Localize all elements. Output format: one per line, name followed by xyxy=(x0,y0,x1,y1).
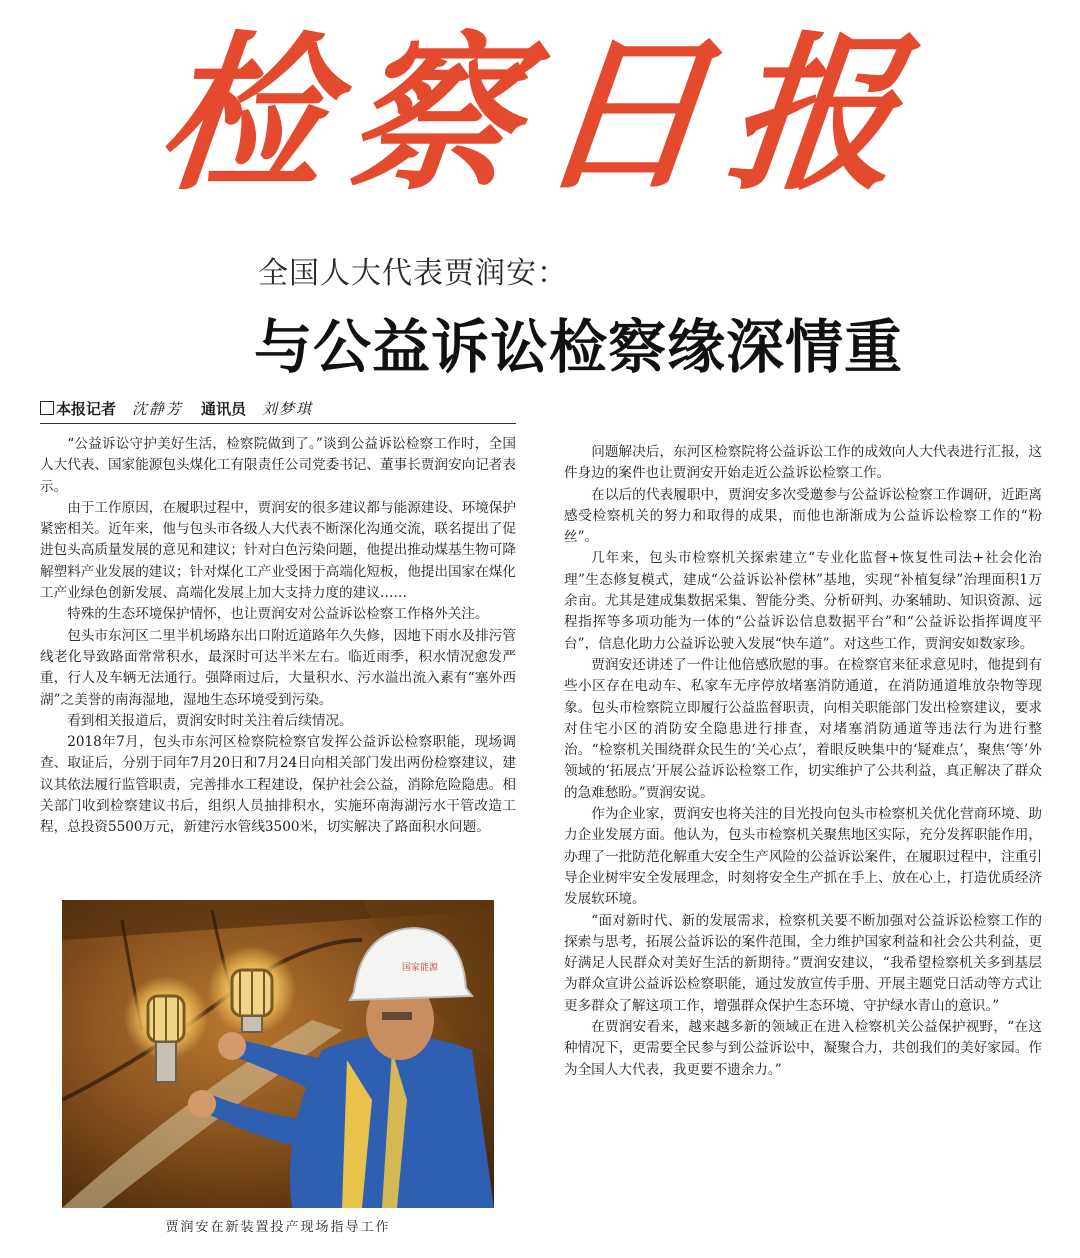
article-subtitle: 全国人大代表贾润安： xyxy=(258,256,568,291)
byline-name-correspondent: 刘梦琪 xyxy=(262,400,314,418)
photo-illustration xyxy=(62,900,494,1208)
news-photo xyxy=(62,900,494,1208)
lamp-right xyxy=(208,946,296,1034)
paragraph: 2018年7月，包头市东河区检察院检察官发挥公益诉讼检察职能，现场调查、取证后，分别于同年7月20日和7月24日向相关部门发出两份检察建议，建议其依法履行监管职责，完善排水工程建设，保护社会公益，消除危险隐患。相关部门收到检察建议书后，组织人员抽排积水，实施环南海湖污水干管改造工程，总投资5500万元，新建污水管线3500米，切实解决了路面积水问题。 xyxy=(40,734,516,836)
masthead-title: 检察日报 xyxy=(149,15,931,213)
byline-name-reporter: 沈静芳 xyxy=(132,400,184,418)
masthead xyxy=(149,14,931,214)
byline-role-correspondent: 通讯员 xyxy=(201,400,247,418)
article-column-left xyxy=(40,434,516,839)
photo-caption: 贾润安在新装置投产现场指导工作 xyxy=(165,1220,391,1235)
paragraph: 由于工作原因，在履职过程中，贾润安的很多建议都与能源建设、环境保护紧密相关。近年来，他与包头市各级人大代表不断深化沟通交流，联名提出了促进包头高质量发展的意见和建议；针对白色污染问题，他提出推动煤基生物可降解塑料产业发展的建议；针对煤化工产业受困于高端化短板，他提出国家在煤化工产业绿色创新发展、高端化发展上加大支持力度的建议…… xyxy=(40,499,516,602)
byline-role-reporter: 本报记者 xyxy=(56,400,117,418)
byline xyxy=(40,398,516,424)
paragraph: 包头市东河区二里半机场路东出口附近道路年久失修，因地下雨水及排污管线老化导致路面常常积水，最深时可达半米左右。临近雨季，积水情况愈发严重，行人及车辆无法通行。强降雨过后，大量积水、污水溢出流入素有“塞外西湖”之美誉的南海湿地，湿地生态环境受到污染。 xyxy=(40,627,516,708)
paragraph: 在贾润安看来，越来越多新的领域正在进入检察机关公益保护视野，“在这种情况下，更需要全民参与到公益诉讼中，凝聚合力，共创我们的美好家园。作为全国人大代表，我更要不遗余力。” xyxy=(564,1019,1042,1078)
paragraph: “面对新时代、新的发展需求，检察机关要不断加强对公益诉讼检察工作的探索与思考，拓展公益诉讼的案件范围，全力维护国家利益和社会公共利益，更好满足人民群众对美好生活的新期待。”贾润安建议，“我希望检察机关多到基层为群众宣讲公益诉讼检察职能，通过发放宣传手册、开展主题党日活动等方式让更多群众了解这项工作，增强群众保护生态环境、守护绿水青山的意识。” xyxy=(564,912,1042,1014)
byline-box-icon xyxy=(40,401,54,415)
article-column-right xyxy=(564,442,1042,1081)
paragraph: 作为企业家，贾润安也将关注的目光投向包头市检察机关优化营商环境、助力企业发展方面。他认为，包头市检察机关聚焦地区实际，充分发挥职能作用，办理了一批防范化解重大安全生产风险的公益诉讼案件，在履职过程中，注重引导企业树牢安全发展理念，时刻将安全生产抓在手上、放在心上，打造优质经济发展软环境。 xyxy=(564,806,1042,908)
paragraph: 看到相关报道后，贾润安时时关注着后续情况。 xyxy=(67,712,353,729)
paragraph: 特殊的生态环境保护情怀，也让贾润安对公益诉讼检察工作格外关注。 xyxy=(67,606,489,623)
lamp-left xyxy=(124,976,208,1082)
paragraph: 贾润安还讲述了一件让他倍感欣慰的事。在检察官来征求意见时，他提到有些小区存在电动车、私家车无序停放堵塞消防通道，在消防通道堆放杂物等现象。包头市检察院立即履行公益监督职责，向相关职能部门发出检察建议，要求对住宅小区的消防安全隐患进行排查，对堵塞消防通道等违法行为进行整治。“检察机关围绕群众民生的‘关心点’，着眼反映集中的‘疑难点’，聚焦‘等’外领域的‘拓展点’开展公益诉讼检察工作，切实维护了公共利益，真正解决了群众的急难愁盼。”贾润安说。 xyxy=(564,656,1042,801)
helmet-label: 国家能源 xyxy=(402,963,439,973)
paragraph: “公益诉讼守护美好生活，检察院做到了。”谈到公益诉讼检察工作时，全国人大代表、国家能源包头煤化工有限责任公司党委书记、董事长贾润安向记者表示。 xyxy=(40,436,516,495)
paragraph: 在以后的代表履职中，贾润安多次受邀参与公益诉讼检察工作调研，近距离感受检察机关的努力和取得的成果，而他也渐渐成为公益诉讼检察工作的“粉丝”。 xyxy=(564,486,1042,546)
article-headline: 与公益诉讼检察缘深情重 xyxy=(254,313,904,381)
paragraph: 问题解决后，东河区检察院将公益诉讼工作的成效向人大代表进行汇报，这件身边的案件也让贾润安开始走近公益诉讼检察工作。 xyxy=(564,444,1042,482)
paragraph: 几年来，包头市检察机关探索建立“专业化监督+恢复性司法+社会化治理”生态修复模式，建成“公益诉讼补偿林”基地，实现“补植复绿”治理面积1万余亩。尤其是建成集数据采集、智能分类、分析研判、办案辅助、知识资源、远程指挥等多项功能为一体的“公益诉讼信息数据平台”和“公益诉讼指挥调度平台”，信息化助力公益诉讼驶入发展“快车道”。对这些工作，贾润安如数家珍。 xyxy=(564,550,1042,652)
